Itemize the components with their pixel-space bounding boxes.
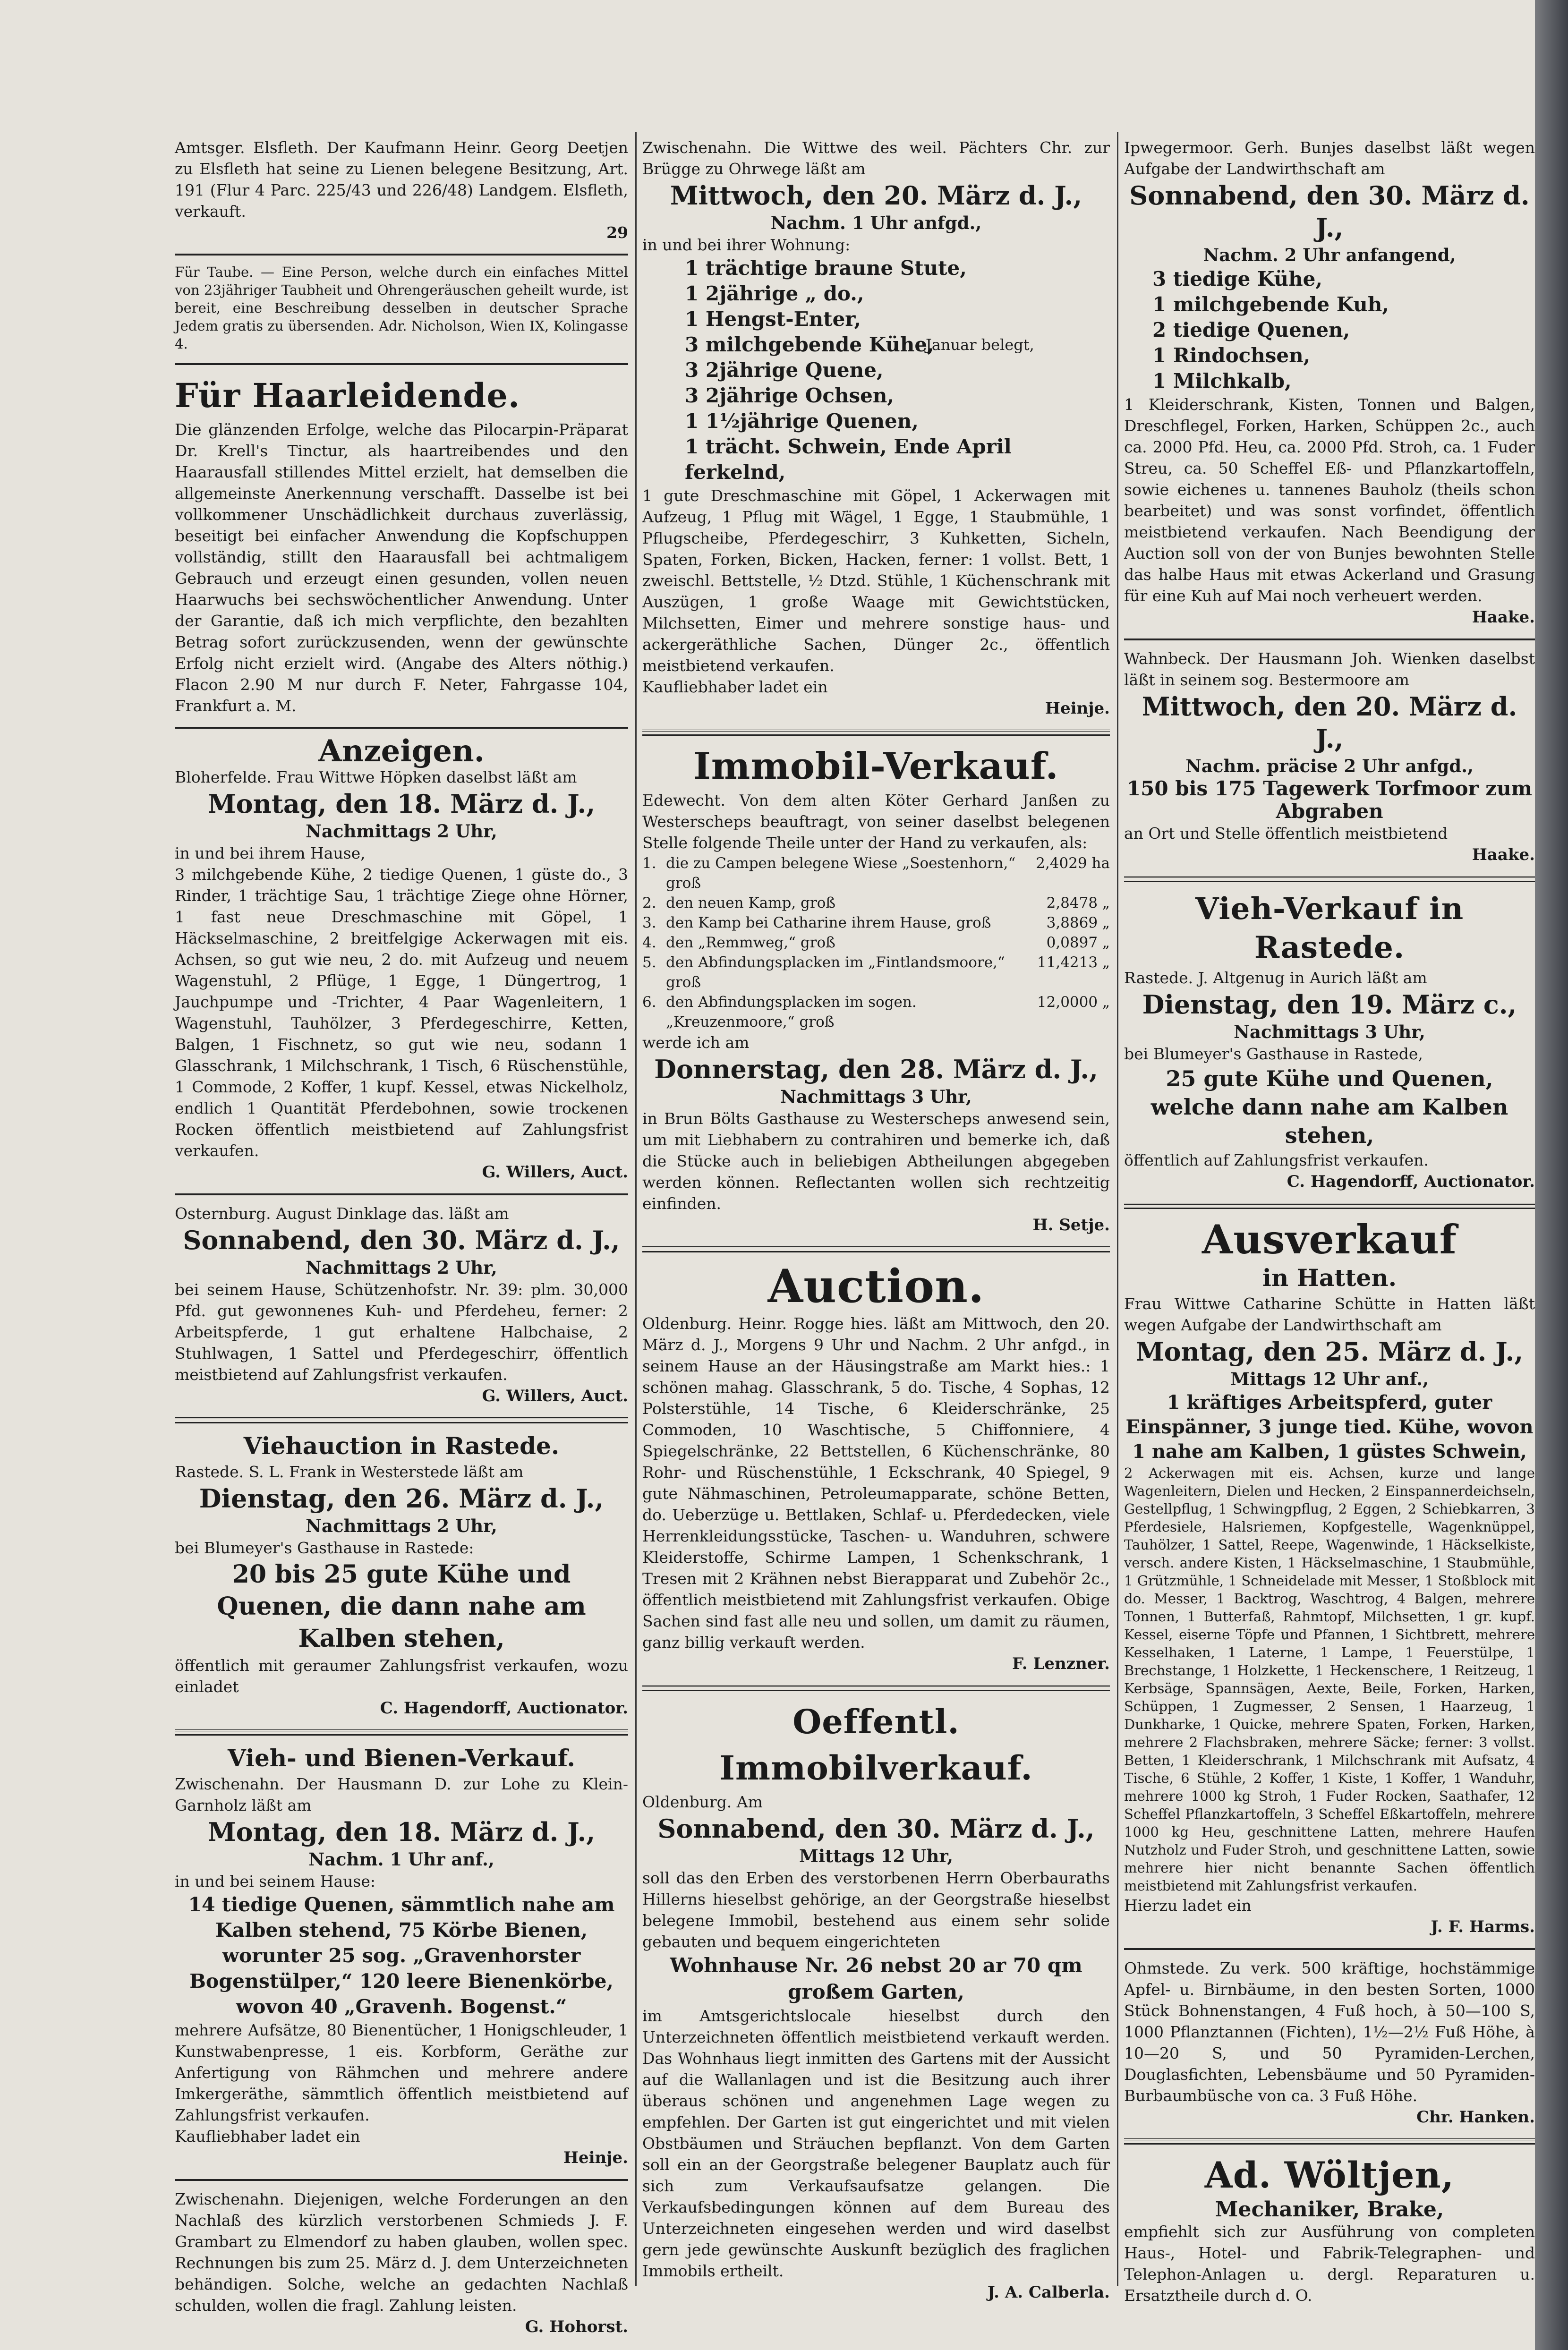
ad-intro: Bloherfelde. Frau Wittwe Höpken daselbst läßt am xyxy=(175,768,577,786)
ad-date: Montag, den 18. März d. J., xyxy=(207,789,596,819)
ad-ohmstede xyxy=(1124,1958,1535,2128)
ad-text: 3 milchgebende Kühe, 2 tiedige Quenen, 1 güste do., 3 Rinder, 1 trächtige Sau, 1 trächtige Ziege ohne Hörner, 1 fast neue Dreschmaschine mit Göpel, 1 Häckselmaschine, 2 breitfelgige Ackerwagen mit eis. Achsen, so gut wie neu, 2 do. mit Aufzeug und neuem Wagenstuhl, 2 Pflüge, 1 Egge, 1 Düngertrog, 1 Jauchpumpe und -Trichter, 4 Paar Wagenleitern, 1 Wagenstuhl, Tauhölzer, 3 Pferdegeschirre, Ketten, Balgen, 1 Fischnetz, so gut wie neu, sodann 1 Glasschrank, 1 Milchschrank, 1 Tisch, 6 Rüschenstühle, 1 Commode, 2 Koffer, 1 kupf. Kessel, etwas Nickelholz, endlich 1 Quantität Pferdebohnen, sowie trockenen Rocken öffentlich meistbietend auf Zahlungsfrist verkaufen. xyxy=(175,865,628,1160)
row-number: 2. xyxy=(642,894,656,911)
notice-elsfleth xyxy=(175,137,628,243)
table-row xyxy=(642,933,1110,953)
divider xyxy=(1124,639,1535,640)
ad-signature: G. Willers, Auct. xyxy=(482,1163,628,1182)
ad-time: Nachm. 2 Uhr anfangend, xyxy=(1203,245,1456,265)
ad-location: in und bei ihrem Hause, xyxy=(175,844,366,862)
ad-date: Dienstag, den 19. März c., xyxy=(1142,989,1517,1020)
list-item: 1 Milchkalb, xyxy=(1152,369,1292,392)
column-divider xyxy=(635,132,637,2286)
ad-text: in Brun Bölts Gasthause zu Westerscheps anwesend sein, um mit Liebhabern zu contrahiren und bemerke ich, daß die Stücke auch in beliebigen Abtheilungen abgegeben werden können. Reflectanten wollen sich rechtzeitig einfinden. xyxy=(642,1109,1110,1213)
ad-location: bei Blumeyer's Gasthause in Rastede: xyxy=(175,1539,474,1557)
ad-signature: H. Setje. xyxy=(1032,1216,1110,1235)
ad-osternburg xyxy=(175,1203,628,1407)
ad-viehauction-rastede xyxy=(175,1431,628,1719)
divider xyxy=(1124,1203,1535,1209)
ad-time: Nachmittags 2 Uhr, xyxy=(306,1516,497,1536)
divider xyxy=(642,1685,1110,1691)
divider xyxy=(1124,876,1535,882)
ad-time: Nachmittags 3 Uhr, xyxy=(1234,1022,1425,1042)
ad-intro: Wahnbeck. Der Hausmann Joh. Wienken daselbst läßt in seinem sog. Bestermoore am xyxy=(1124,649,1535,689)
list-item: 1 Rindochsen, xyxy=(1152,344,1311,367)
divider xyxy=(1124,2138,1535,2145)
ad-signature: G. Willers, Auct. xyxy=(482,1387,628,1405)
ad-text: 1 gute Dreschmaschine mit Göpel, 1 Ackerwagen mit Aufzeug, 1 Pflug mit Wägel, 1 Egge, 1 Staubmühle, 1 Pflugscheibe, Pferdegeschirr, 3 Kuhketten, Sicheln, Spaten, Forken, Bicken, Hacken, ferner: 1 vollst. Bett, 1 zweischl. Bettstelle, ½ Dtzd. Stühle, 1 Küchenschrank mit Auszügen, 1 große Waage mit Gewichtstücken, Milchsetten, Eimer und mehrere sonstige haus- und ackergeräthliche Sachen, Dünger 2c., öffentlich meistbietend verkaufen. xyxy=(642,486,1110,675)
ad-ipwegermoor xyxy=(1124,137,1535,628)
ad-signature: Chr. Hanken. xyxy=(1416,2108,1535,2127)
ad-haarleidende xyxy=(175,373,628,716)
page-edge-shadow xyxy=(1535,0,1568,2350)
ad-signature: G. Hohorst. xyxy=(525,2317,628,2336)
divider xyxy=(642,730,1110,736)
ad-date: Donnerstag, den 28. März d. J., xyxy=(654,1054,1098,1084)
ad-heading: Vieh-Verkauf in Rastede. xyxy=(1195,891,1464,965)
ad-heading: Immobil-Verkauf. xyxy=(693,745,1059,788)
ad-woeltjen xyxy=(1124,2152,1535,2306)
ad-text: im Amtsgerichtslocale hieselbst durch den Unterzeichneten öffentlich meistbietend verkauft werden. Das Wohnhaus liegt inmitten des Gartens mit der Aussicht auf die Wallanlagen und ist die Besitzung auch ihrer überaus schönen und angenehmen Lage wegen zu empfehlen. Der Garten ist gut eingerichtet und mit vielen Obstbäumen und Sträuchen bepflanzt. Von dem Garten soll ein an der Georgstraße belegener Bauplatz auch für sich zum Verkaufsaufsatze gelangen. Die Verkaufsbedingungen können auf dem Bureau des Unterzeichneten eingesehen werden und wird daselbst gern jede gewünschte Auskunft bezüglich des fraglichen Immobils ertheilt. xyxy=(642,2007,1110,2280)
table-row xyxy=(642,893,1110,913)
ad-intro: Edewecht. Von dem alten Köter Gerhard Janßen zu Westerscheps beauftragt, von seiner daselbst belegenen Stelle folgende Theile unter der Hand zu verkaufen, als: xyxy=(642,791,1110,852)
ad-text: empfiehlt sich zur Ausführung von completen Haus-, Hotel- und Fabrik-Telegraphen- und Telephon-Anlagen u. dergl. Reparaturen u. Ersatztheile durch d. O. xyxy=(1124,2222,1535,2305)
page-number: 29 xyxy=(606,223,628,242)
divider xyxy=(175,254,628,255)
divider xyxy=(175,1417,628,1423)
ad-highlight: 20 bis 25 gute Kühe und Quenen, die dann nahe am Kalben stehen, xyxy=(217,1560,586,1653)
ad-invite: Kaufliebhaber ladet ein xyxy=(175,2127,360,2146)
row-number: 5. xyxy=(642,954,656,971)
ad-wahnbeck xyxy=(1124,648,1535,866)
list-item: 2 tiedige Quenen, xyxy=(1152,318,1350,341)
ad-text: 2 Ackerwagen mit eis. Achsen, kurze und lange Wagenleitern, Dielen und Hecken, 2 Einspannerdeichseln, Gestellpflug, 1 Schwingpflug, 2 Eggen, 2 Schiebkarren, 3 Pferdesiele, Halsriemen, Kopfgestelle, Wagenknüppel, Tauhölzer, 1 Sattel, Reepe, Wagenwinde, 1 Häckselkiste, versch. andere Kisten, 1 Häckselmaschine, 1 Staubmühle, 1 Grützmühle, 1 Schneidelade mit Messer, 1 Stoßblock mit do. Messer, 1 Backtrog, Waschtrog, 4 Balgen, mehrere Tonnen, 1 Butterfaß, Rahmtopf, Milchsetten, 1 gr. kupf. Kessel, eiserne Töpfe und Pfannen, 1 Sichtbrett, mehrere Kesselhaken, 1 Laterne, 1 Lampe, 1 Feuerstülpe, 1 Brechstange, 1 Holzkette, 1 Heckenschere, 1 Reitzeug, 1 Kerbsäge, Spannsägen, Aexte, Beile, Forken, Harken, Schüppen, 1 Zugmesser, 2 Sensen, 1 Haarzeug, 1 Dunkharke, 1 Quicke, mehrere Spaten, Forken, Harken, mehrere 2 Flachsbraken, mehrere Säcke; ferner: 3 vollst. Betten, 1 Kleiderschrank, 1 Milchschrank mit Aufsatz, 4 Tische, 6 Stühle, 2 Koffer, 1 Kiste, 1 Koffer, 1 Wanduhr, mehrere 1000 kg Stroh, 1 Fuder Rocken, Saathafer, 12 Scheffel Pflanzkartoffeln, 3 Scheffel Eßkartoffeln, mehrere 1000 kg Heu, geschnittene Latten, mehrere Haufen Nutzholz und Fuder Stroh, und geschnittene Latten, sowie mehrere hier nicht benannte Sachen öffentlich meistbietend mit Zahlungsfrist verkaufen. xyxy=(1124,1465,1535,1894)
notice-text: Amtsger. Elsfleth. Der Kaufmann Heinr. Georg Deetjen zu Elsfleth hat seine zu Lienen belegene Besitzung, Art. 191 (Flur 4 Parc. 225/43 und 226/48) Landgem. Elsfleth, verkauft. xyxy=(175,138,628,221)
divider xyxy=(175,1729,628,1736)
ad-date: Mittwoch, den 20. März d. J., xyxy=(670,180,1082,211)
list-item: 3 tiedige Kühe, xyxy=(1152,267,1322,290)
ad-highlight: 1 kräftiges Arbeitspferd, guter Einspänner, 3 junge tied. Kühe, wovon 1 nahe am Kalben, 1 güstes Schwein, xyxy=(1125,1391,1534,1463)
ad-intro: Rastede. J. Altgenug in Aurich läßt am xyxy=(1124,969,1427,987)
list-item: 3 2jährige Ochsen, xyxy=(685,384,895,407)
column-right xyxy=(1124,137,1535,2305)
ad-text: soll das den Erben des verstorbenen Herrn Oberbauraths Hillerns hieselbst gehörige, an der Georgstraße hieselbst belegene Immobil, bestehend aus einem sehr solide gebauten und bequem eingerichteten xyxy=(642,1869,1110,1951)
ad-time: Nachm. 1 Uhr anf., xyxy=(308,1849,494,1870)
row-number: 4. xyxy=(642,934,656,951)
parcel-table xyxy=(642,853,1110,1032)
ad-text: an Ort und Stelle öffentlich meistbietend xyxy=(1124,824,1448,843)
ad-text: bei seinem Hause, Schützenhofstr. Nr. 39: plm. 30,000 Pfd. gut gewonnenes Kuh- und Pferdeheu, ferner: 2 Arbeitspferde, 1 gut erhaltene Halbchaise, 2 Stuhlwagen, 1 Sattel und Pferdegeschirr, öffentlich meistbietend auf Zahlungsfrist verkaufen. xyxy=(175,1280,628,1384)
row-text: die zu Campen belegene Wiese „Soestenhorn,“ groß xyxy=(666,855,1016,892)
table-row xyxy=(642,853,1110,893)
divider xyxy=(1124,1948,1535,1950)
ad-signature: F. Lenzner. xyxy=(1012,1654,1110,1673)
notice-taube xyxy=(175,263,628,353)
list-item: 1 Hengst-Enter, xyxy=(685,307,861,331)
ad-text: mehrere Aufsätze, 80 Bienentücher, 1 Honigschleuder, 1 Kunstwabenpresse, 1 eis. Korbform, Geräthe zur Anfertigung von Rähmchen und mehrere andere Imkergeräthe, sämmtlich öffentlich meistbietend auf Zahlungsfrist verkaufen. xyxy=(175,2021,628,2124)
ad-intro: Rastede. S. L. Frank in Westerstede läßt am xyxy=(175,1463,524,1481)
divider xyxy=(175,2179,628,2181)
ad-heading: Auction. xyxy=(767,1260,985,1313)
ad-intro: Zwischenahn. Die Wittwe des weil. Pächters Chr. zur Brügge zu Ohrwege läßt am xyxy=(642,138,1110,178)
ad-time: Nachmittags 3 Uhr, xyxy=(780,1086,972,1107)
ad-subheading: in Hatten. xyxy=(1262,1264,1397,1292)
ad-location: in und bei seinem Hause: xyxy=(175,1872,375,1890)
ad-location: werde ich am xyxy=(642,1033,750,1052)
ad-vieh-verkauf-rastede xyxy=(1124,890,1535,1192)
ad-text: Die glänzenden Erfolge, welche das Pilocarpin-Präparat Dr. Krell's Tinctur, als haartreibendes und den Haarausfall stillendes Mittel erzielt, hat demselben die allgemeinste Anerkennung verschafft. Dasselbe ist bei vollkommener Unschädlichkeit durchaus zuverlässig, beseitigt bei einfacher Anwendung die Kopfschuppen vollständig, stillt den Haarausfall bei achtmaligem Gebrauch und erzeugt einen gesunden, vollen neuen Haarwuchs bei sechswöchentlicher Anwendung. Unter der Garantie, daß ich mich verpflichte, den bezahlten Betrag sofort zurückzusenden, wenn der gewünschte Erfolg nicht erzielt wird. (Angabe des Alters nöthig.) Flacon 2.90 M nur durch F. Neter, Fahrgasse 104, Frankfurt a. M. xyxy=(175,420,628,715)
row-number: 3. xyxy=(642,914,656,931)
list-item: 3 2jährige Quene, xyxy=(685,358,884,382)
table-row xyxy=(642,992,1110,1032)
divider xyxy=(175,363,628,365)
ad-time: Mittags 12 Uhr, xyxy=(799,1846,953,1866)
table-row xyxy=(642,953,1110,992)
ad-heading: Ad. Wöltjen, xyxy=(1204,2154,1455,2196)
ad-subheading: Mechaniker, Brake, xyxy=(1215,2197,1444,2222)
ad-location: in und bei ihrer Wohnung: xyxy=(642,236,851,254)
table-row xyxy=(642,913,1110,933)
row-value: 0,0897 „ xyxy=(1046,934,1110,951)
ad-oeffentl-immobilverkauf xyxy=(642,1699,1110,2303)
list-item: 1 milchgebende Kuh, xyxy=(1152,293,1389,316)
ad-text: 1 Kleiderschrank, Kisten, Tonnen und Balgen, Dreschflegel, Forken, Harken, Schüppen 2c., auch ca. 2000 Pfd. Heu, ca. 2000 Pfd. Stroh, ca. 1 Fuder Streu, ca. 50 Scheffel Eß- und Pflanzkartoffeln, sowie eichenes u. tannenes Bauholz (theils schon bearbeitet) und was sonst vorfindet, öffentlich meistbietend verkaufen. Nach Beendigung der Auction soll von der von Bunjes bewohnten Stelle das halbe Haus mit etwas Ackerland und Grasung für eine Kuh auf Mai noch verheuert werden. xyxy=(1124,395,1535,605)
ad-signature: J. F. Harms. xyxy=(1431,1917,1535,1936)
row-number: 1. xyxy=(642,855,656,872)
row-value: 2,8478 „ xyxy=(1046,894,1110,911)
ad-bienen-verkauf xyxy=(175,1743,628,2169)
ad-heading: Ausverkauf xyxy=(1202,1216,1457,1263)
ad-signature: Haake. xyxy=(1472,845,1535,864)
row-value: 2,4029 ha xyxy=(1036,855,1110,872)
ad-zwischenahn-bruegge xyxy=(642,137,1110,719)
ad-immobil-verkauf xyxy=(642,743,1110,1236)
ad-time: Nachmittags 2 Uhr, xyxy=(306,1257,497,1278)
ad-time: Nachm. präcise 2 Uhr anfgd., xyxy=(1185,756,1474,776)
ad-text: öffentlich mit geraumer Zahlungsfrist verkaufen, wozu einladet xyxy=(175,1656,628,1696)
ad-text: Oldenburg. Heinr. Rogge hies. läßt am Mittwoch, den 20. März d. J., Morgens 9 Uhr und Nachm. 2 Uhr anfgd., in seinem Hause an der Häusingstraße am Markt hies.: 1 schönen mahag. Glasschrank, 5 do. Tische, 4 Sophas, 12 Polsterstühle, 14 Tische, 6 Kleiderschränke, 25 Commoden, 10 Waschtische, 5 Chiffonniere, 4 Spiegelschränke, 22 Bettstellen, 6 Küchenschränke, 80 Rohr- und Rüschenstühle, 1 Eckschrank, 40 Spiegel, 9 gute Nähmaschinen, Petroleumapparate, schöne Betten, do. Ueberzüge u. Bettlaken, Schlaf- u. Pferdedecken, viele Herrenkleidungsstücke, Taschen- u. Wanduhren, schwere Kleiderstoffe, Schirme Lampen, 1 Schenkschrank, 1 Tresen mit 2 Krähnen nebst Bierapparat und Zubehör 2c., öffentlich meistbietend mit Zahlungsfrist verkaufen. Obige Sachen sind fast alle neu und sollen, um damit zu räumen, ganz billig verkauft werden. xyxy=(642,1314,1110,1652)
ad-grambart xyxy=(175,2188,628,2338)
row-value: 3,8869 „ xyxy=(1046,914,1110,931)
ad-signature: C. Hagendorff, Auctionator. xyxy=(380,1699,628,1718)
ad-text: Ohmstede. Zu verk. 500 kräftige, hochstämmige Apfel- u. Birnbäume, in den besten Sorten, 1000 Stück Bohnenstangen, 4 Fuß hoch, à 50—100 S, 1000 Pflanztannen (Fichten), 1½—2½ Fuß Höhe, à 10—20 S, und 50 Pyramiden-Lerchen, Douglasfichten, Lebensbäume und 50 Pyramiden-Burbaumbüsche von ca. 3 Fuß Höhe. xyxy=(1124,1959,1535,2105)
ad-text: Zwischenahn. Diejenigen, welche Forderungen an den Nachlaß des kürzlich verstorbenen Schmieds J. F. Grambart zu Elmendorf zu haben glauben, wollen spec. Rechnungen bis zum 25. März d. J. dem Unterzeichneten behändigen. Solche, welche an gedachten Nachlaß schulden, wollen die fragl. Zahlung leisten. xyxy=(175,2190,628,2315)
column-left xyxy=(175,137,628,2336)
row-value: 12,0000 „ xyxy=(1037,994,1110,1011)
ad-intro: Osternburg. August Dinklage das. läßt am xyxy=(175,1204,509,1223)
ad-time: Nachmittags 2 Uhr, xyxy=(306,821,497,842)
list-item: 3 milchgebende Kühe, xyxy=(685,333,934,356)
ad-highlight: 25 gute Kühe und Quenen, welche dann nahe am Kalben stehen, xyxy=(1150,1066,1508,1148)
list-item: 1 2jährige „ do., xyxy=(685,282,864,305)
list-item: 1 1½jährige Quenen, xyxy=(685,409,919,433)
row-value: 11,4213 „ xyxy=(1037,954,1110,971)
ad-highlight: 14 tiedige Quenen, sämmtlich nahe am Kalben stehend, 75 Körbe Bienen, worunter 25 sog. „Gravenhorster Bogenstülper,“ 120 leere Bienenkörbe, wovon 40 „Gravenh. Bogenst.“ xyxy=(188,1893,615,2018)
ad-heading: Vieh- und Bienen-Verkauf. xyxy=(228,1744,575,1772)
row-text: den Abfindungsplacken im sogen. „Kreuzenmoore,“ groß xyxy=(666,994,917,1030)
ad-location: bei Blumeyer's Gasthause in Rastede, xyxy=(1124,1045,1423,1063)
livestock-list xyxy=(642,255,1110,485)
ad-date: Mittwoch, den 20. März d. J., xyxy=(1142,691,1517,754)
list-item: 1 trächtige braune Stute, xyxy=(685,256,967,280)
row-text: den „Remmweg,“ groß xyxy=(666,934,835,951)
notice-text: Für Taube. — Eine Person, welche durch ein einfaches Mittel von 23jähriger Taubheit und Ohrengeräuschen geheilt wurde, ist bereit, eine Beschreibung desselben in deutscher Sprache Jedem gratis zu übersenden. Adr. Nicholson, Wien IX, Kolingasse 4. xyxy=(175,264,628,352)
divider xyxy=(175,1193,628,1195)
ad-date: Montag, den 18. März d. J., xyxy=(207,1817,596,1847)
list-item: 1 trächt. Schwein, Ende April ferkelnd, xyxy=(685,435,1012,484)
ad-signature: C. Hagendorff, Auctionator. xyxy=(1287,1172,1535,1191)
ad-intro: Frau Wittwe Catharine Schütte in Hatten läßt wegen Aufgabe der Landwirthschaft am xyxy=(1124,1294,1535,1334)
ad-date: Sonnabend, den 30. März d. J., xyxy=(657,1814,1095,1844)
brace-note: Januar belegt, xyxy=(926,336,1034,354)
row-text: den Abfindungsplacken im „Fintlandsmoore,“ groß xyxy=(666,954,1005,991)
ad-signature: Heinje. xyxy=(563,2148,628,2167)
ad-intro: Zwischenahn. Der Hausmann D. zur Lohe zu Klein-Garnholz läßt am xyxy=(175,1775,628,1814)
ad-date: Sonnabend, den 30. März d. J., xyxy=(183,1225,620,1255)
ad-bloherfelde xyxy=(175,766,628,1183)
ad-highlight: Wohnhause Nr. 26 nebst 20 ar 70 qm großem Garten, xyxy=(670,1954,1082,2003)
ad-invite: Kaufliebhaber ladet ein xyxy=(642,678,828,696)
row-number: 6. xyxy=(642,994,656,1011)
ad-time: Mittags 12 Uhr anf., xyxy=(1230,1369,1429,1389)
row-text: den neuen Kamp, groß xyxy=(666,894,836,911)
divider xyxy=(642,1246,1110,1252)
ad-signature: Heinje. xyxy=(1045,699,1110,718)
ad-signature: J. A. Calberla. xyxy=(987,2283,1110,2302)
ad-date: Montag, den 25. März d. J., xyxy=(1135,1337,1524,1367)
ad-heading: Für Haarleidende. xyxy=(175,376,520,415)
ad-text: öffentlich auf Zahlungsfrist verkaufen. xyxy=(1124,1151,1429,1169)
column-divider xyxy=(1117,132,1118,2286)
ad-invite: Hierzu ladet ein xyxy=(1124,1896,1252,1915)
ad-ausverkauf-hatten xyxy=(1124,1217,1535,1938)
ad-signature: Haake. xyxy=(1472,608,1535,627)
ad-highlight: 150 bis 175 Tagewerk Torfmoor zum Abgraben xyxy=(1126,777,1533,823)
ad-heading: Viehauction in Rastede. xyxy=(243,1432,560,1460)
ad-time: Nachm. 1 Uhr anfgd., xyxy=(770,213,982,233)
section-heading: Anzeigen. xyxy=(318,733,485,769)
column-middle xyxy=(642,137,1110,2302)
ad-intro: Ipwegermoor. Gerh. Bunjes daselbst läßt wegen Aufgabe der Landwirthschaft am xyxy=(1124,138,1535,178)
divider xyxy=(175,727,628,729)
ad-heading: Oeffentl. Immobilverkauf. xyxy=(719,1702,1033,1788)
ad-intro: Oldenburg. Am xyxy=(642,1793,763,1811)
ad-auction xyxy=(642,1260,1110,1675)
ad-date: Sonnabend, den 30. März d. J., xyxy=(1129,180,1530,243)
ad-date: Dienstag, den 26. März d. J., xyxy=(199,1483,604,1514)
row-text: den Kamp bei Catharine ihrem Hause, groß xyxy=(666,914,991,931)
